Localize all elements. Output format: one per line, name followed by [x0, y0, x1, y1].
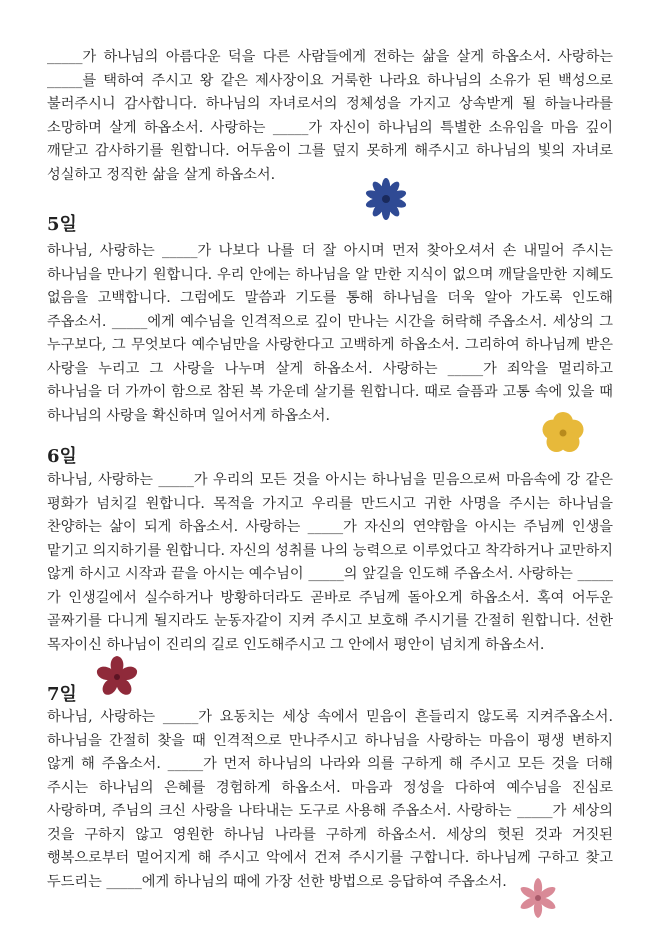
- heading-day-5: 5일: [47, 214, 77, 235]
- heading-day-7: 7일: [47, 684, 77, 705]
- blue-flower-icon: [364, 177, 408, 221]
- section-day-7-text: 하나님, 사랑하는 _____가 요동치는 세상 속에서 믿음이 흔들리지 않도록 지켜주옵소서. 하나님을 간절히 찾을 때 인격적으로 만나주시고 하나님을 사랑하는 마음이 평생 변하지 않게 해 주옵소서. _____가 먼저 하나님의 나라와 의를 구하게 해 주시고 모든 것을 더해 주시는 하나님의 은혜를 경험하게 하옵소서. 마음과 정성을 다하여 예수님을 진심로 사랑하며, 주님의 크신 사랑을 나타내는 도구로 사용해 주옵소서. 사랑하는 _____가 세상의 것을 구하지 않고 영원한 하나님 나라를 구하게 하옵소서. 세상의 헛된 것과 거짓된 행복으로부터 멀어지게 해 주시고 악에서 건져 주시기를 구합니다. 하나님께 구하고 찾고 두드리는 _____에게 하나님의 때에 가장 선한 방법으로 응답하여 주옵소서.: [47, 709, 613, 890]
- pink-flower-icon: [516, 876, 560, 920]
- heading-day-6: 6일: [47, 446, 77, 467]
- section-intro-text: _____가 하나님의 아름다운 덕을 다른 사람들에게 전하는 삶을 살게 하옵소서. 사랑하는 _____를 택하여 주시고 왕 같은 제사장이요 거룩한 나라요 하나님의 소유가 된 백성으로 불러주시니 감사합니다. 하나님의 자녀로서의 정체성을 가지고 상속받게 될 하늘나라를 소망하며 살게 하옵소서. 사랑하는 _____가 자신이 하나님의 특별한 소유임을 마음 깊이 깨닫고 감사하기를 원합니다. 어두움이 그를 덮지 못하게 해주시고 하나님의 빛의 자녀로 성실하고 정직한 삶을 살게 하옵소서.: [47, 49, 613, 183]
- section-day-6-text: 하나님, 사랑하는 _____가 우리의 모든 것을 아시는 하나님을 믿음으로써 마음속에 강 같은 평화가 넘치길 원합니다. 목적을 가지고 우리를 만드시고 귀한 사명을 주시는 하나님을 찬양하는 삶이 되게 하옵소서. 사랑하는 _____가 자신의 연약함을 아시는 주님께 인생을 맡기고 의지하기를 원합니다. 자신의 성취를 나의 능력으로 이루었다고 착각하거나 교만하지 않게 하시고 시작과 끝을 아시는 예수님이 _____의 앞길을 인도해 주옵소서. 사랑하는 _____가 인생길에서 실수하거나 방황하더라도 곧바로 주님께 돌아오게 하옵소서. 혹여 어두운 골짜기를 다니게 될지라도 눈동자같이 지켜 주시고 보호해 주시기를 간절히 원합니다. 선한 목자이신 하나님이 진리의 길로 인도해주시고 그 안에서 평안이 넘치게 하옵소서.: [47, 472, 613, 653]
- section-day-5-text: 하나님, 사랑하는 _____가 나보다 나를 더 잘 아시며 먼저 찾아오셔서 손 내밀어 주시는 하나님을 만나기 원합니다. 우리 안에는 하나님을 알 만한 지식이 없으며 깨달을만한 지혜도 없음을 고백합니다. 그럼에도 말씀과 기도를 통해 하나님을 더욱 알아 가도록 인도해 주옵소서. _____에게 예수님을 인격적으로 깊이 만나는 시간을 허락해 주옵소서. 세상의 그 누구보다, 그 무엇보다 예수님만을 사랑한다고 고백하게 하옵소서. 그리하여 하나님께 받은 사랑을 누리고 그 사랑을 나누며 살게 하옵소서. 사랑하는 _____가 죄악을 멀리하고 하나님을 더 가까이 함으로 참된 복 가운데 살기를 원합니다. 때로 슬픔과 고통 속에 있을 때 하나님의 사랑을 확신하며 일어서게 하옵소서.: [47, 243, 613, 424]
- section-intro: [47, 46, 613, 187]
- section-day-7: [47, 706, 613, 894]
- yellow-flower-icon: [540, 410, 586, 456]
- section-day-6: [47, 469, 613, 657]
- section-day-5: [47, 240, 613, 428]
- red-flower-icon: [94, 654, 140, 700]
